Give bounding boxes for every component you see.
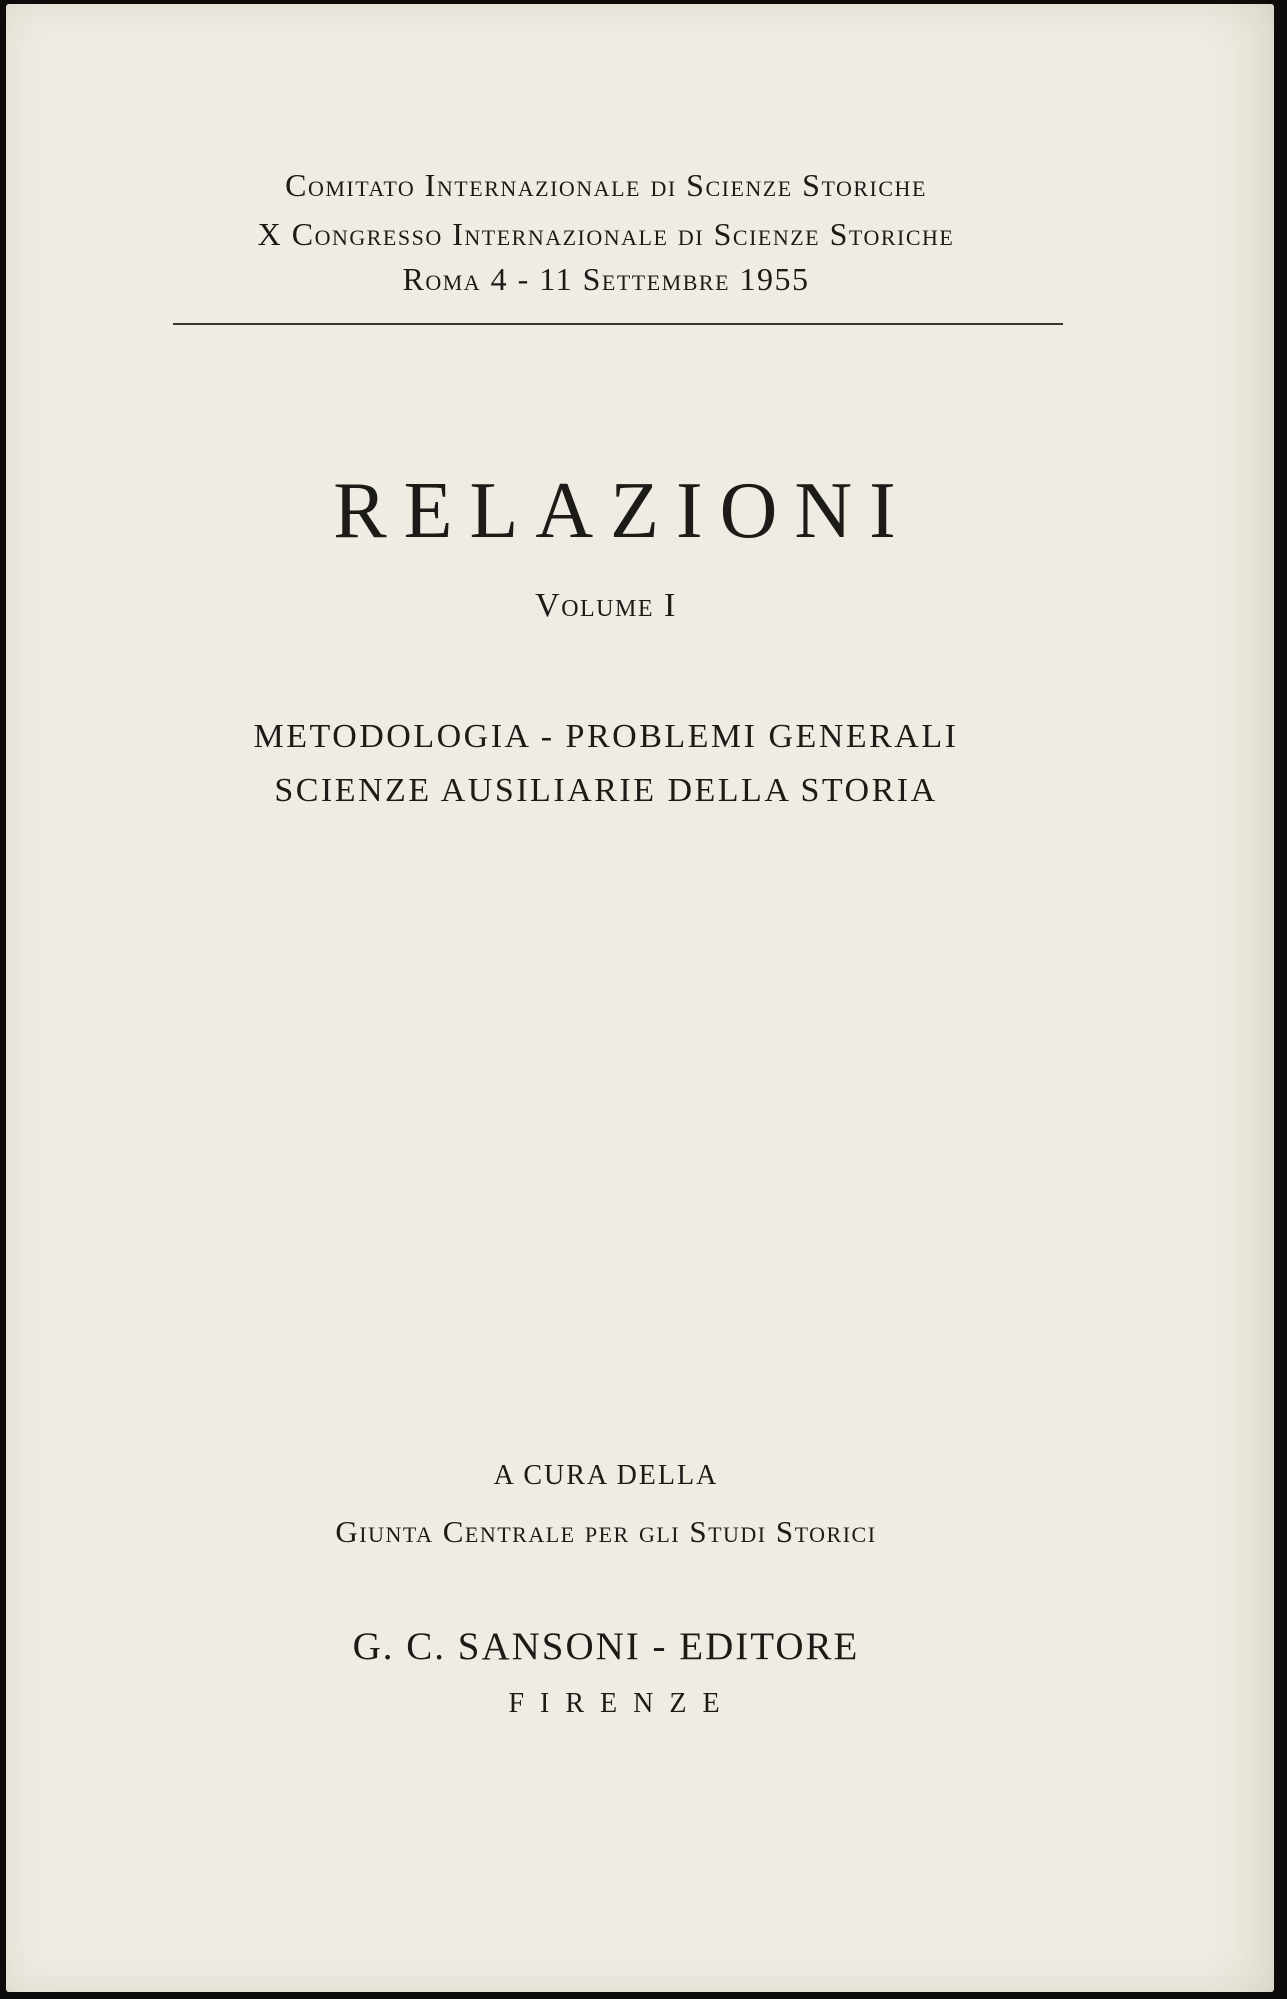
editor-name: Giunta Centrale per gli Studi Storici bbox=[335, 1514, 877, 1549]
subject-line-1: METODOLOGIA - PROBLEMI GENERALI bbox=[253, 718, 959, 755]
subject-line-2: SCIENZE AUSILIARIE DELLA STORIA bbox=[274, 772, 938, 809]
publisher-city: FIRENZE bbox=[508, 1688, 736, 1719]
book-cover bbox=[6, 4, 1274, 1992]
publisher-name: G. C. SANSONI - EDITORE bbox=[352, 1625, 860, 1668]
header-divider bbox=[173, 323, 1063, 325]
committee-name: Comitato Internazionale di Scienze Storiche bbox=[285, 167, 927, 203]
volume-label: Volume I bbox=[535, 587, 677, 624]
edited-by-label: A CURA DELLA bbox=[493, 1460, 719, 1491]
congress-place-date: Roma 4 - 11 Settembre 1955 bbox=[402, 261, 810, 297]
congress-name: X Congresso Internazionale di Scienze Storiche bbox=[257, 216, 955, 252]
book-title: RELAZIONI bbox=[333, 467, 913, 555]
